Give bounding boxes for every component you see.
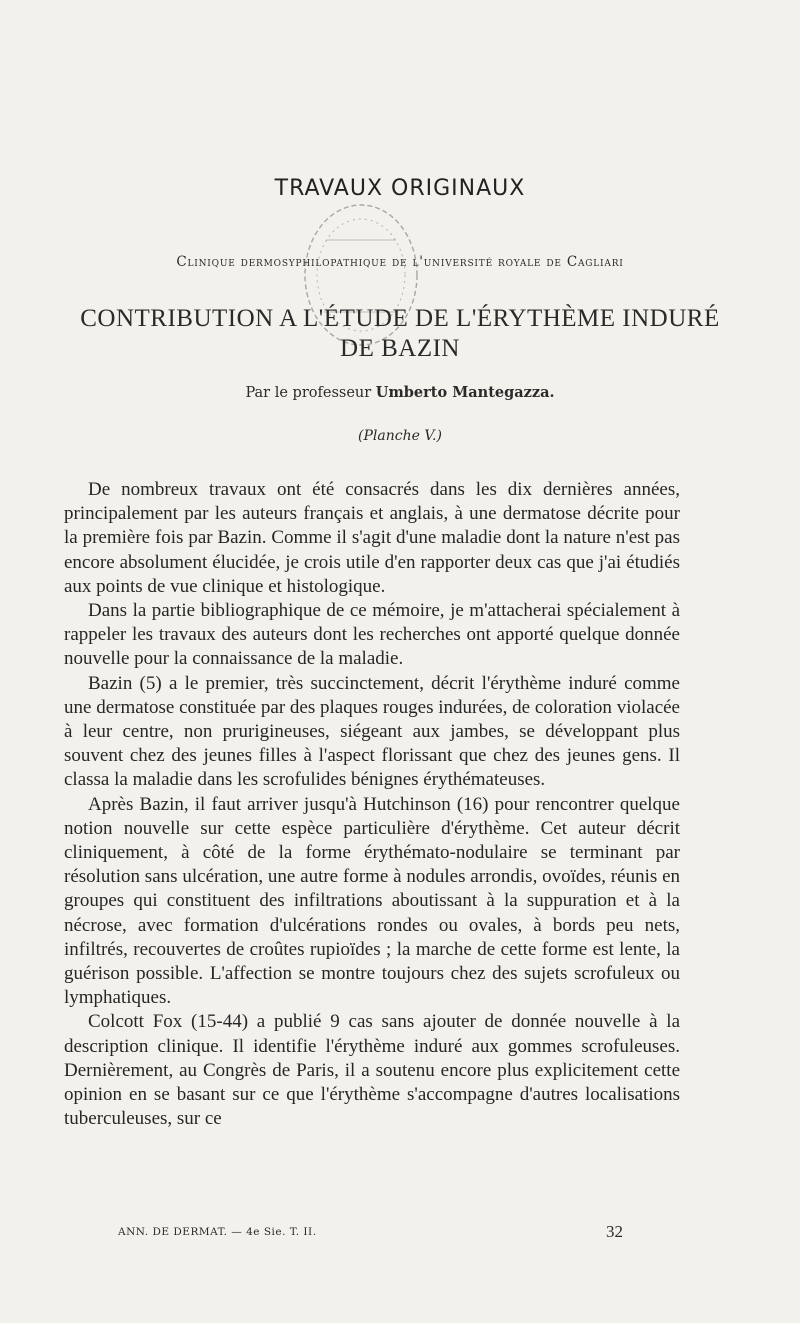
page-number: 32	[606, 1222, 623, 1241]
clinic-affiliation: Clinique dermosyphilopathique de l'université royale de Cagliari	[176, 254, 624, 270]
title-line-1: CONTRIBUTION A L'ÉTUDE DE L'ÉRYTHÈME INDURÉ	[80, 305, 720, 332]
paragraph: Après Bazin, il faut arriver jusqu'à Hutchinson (16) pour rencontrer quelque notion nouvelle sur cette espèce particulière d'érythème. Cet auteur décrit cliniquement, à côté de la forme érythémato-nodulaire se terminant par résolution sans ulcération, une autre forme à nodules arrondis, ovoïdes, réunis en groupes qui constituent des infiltrations aboutissant à la suppuration et à la nécrose, avec formation d'ulcérations rondes ou ovales, à bords peu nets, infiltrés, recouvertes de croûtes rupioïdes ; la marche de cette forme est lente, la guérison possible. L'affection se montre toujours chez des sujets scrofuleux ou lymphatiques.	[64, 793, 680, 1009]
paragraph: Colcott Fox (15-44) a publié 9 cas sans ajouter de donnée nouvelle à la description clinique. Il identifie l'érythème induré aux gommes scrofuleuses. Dernièrement, au Congrès de Paris, il a soutenu encore plus explicitement cette opinion en se basant sur ce que l'érythème s'accompagne d'autres localisations tuberculeuses, sur ce	[64, 1011, 680, 1130]
author-line	[0, 384, 800, 401]
author-name: Umberto Mantegazza.	[375, 384, 555, 401]
journal-footer: ANN. DE DERMAT. — 4e Sie. T. II.	[118, 1226, 317, 1238]
plate-reference: (Planche V.)	[358, 428, 442, 444]
paragraph: Bazin (5) a le premier, très succinctement, décrit l'érythème induré comme une dermatose constituée par des plaques rouges indurées, de coloration violacée à leur centre, non prurigineuses, siégeant aux jambes, se développant plus souvent chez des jeunes filles à l'aspect florissant que chez des jeunes gens. Il classa la maladie dans les scrofulides bénignes érythémateuses.	[64, 672, 680, 791]
author-prefix: Par le professeur	[245, 385, 372, 401]
article-title	[50, 304, 750, 364]
title-line-2: DE BAZIN	[340, 335, 460, 362]
article-body	[64, 478, 680, 1131]
section-title: TRAVAUX ORIGINAUX	[274, 176, 526, 201]
paragraph: De nombreux travaux ont été consacrés dans les dix dernières années, principalement par les auteurs français et anglais, à une dermatose décrite pour la première fois par Bazin. Comme il s'agit d'une maladie dont la nature n'est pas encore absolument élucidée, je crois utile d'en rapporter deux cas que j'ai étudiés aux points de vue clinique et histologique.	[64, 479, 680, 597]
paragraph: Dans la partie bibliographique de ce mémoire, je m'attacherai spécialement à rappeler les travaux des auteurs dont les recherches ont apporté quelque donnée nouvelle pour la connaissance de la maladie.	[64, 600, 680, 670]
